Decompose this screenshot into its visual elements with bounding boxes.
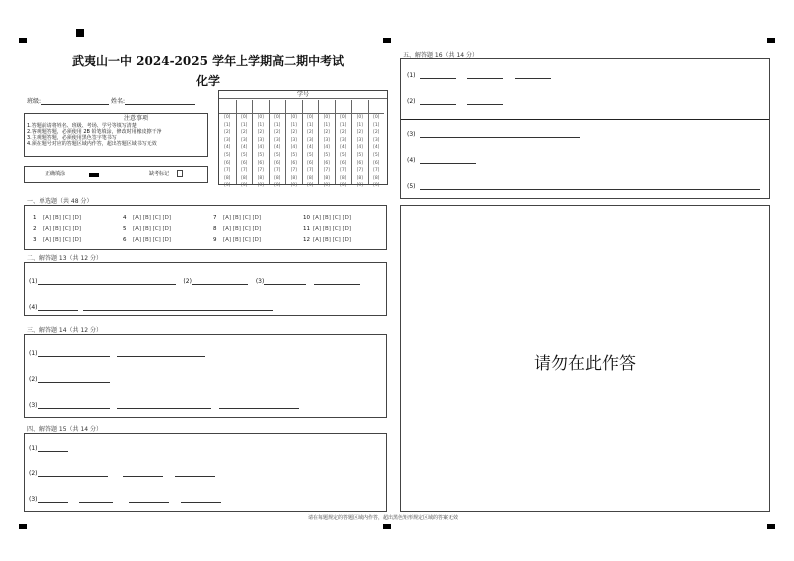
- id-bubble[interactable]: [9]: [274, 183, 281, 189]
- id-digit-box[interactable]: [303, 100, 319, 114]
- id-digit-column: [285, 100, 302, 189]
- footer-note: 请在每题规定的答题区域内作答，超出黑色矩形规定区域的答案无效: [308, 515, 459, 521]
- q13-part-label: (2): [183, 278, 192, 285]
- id-bubble[interactable]: [6]: [356, 160, 363, 166]
- id-bubble[interactable]: [4]: [373, 145, 380, 151]
- id-bubble[interactable]: [2]: [373, 130, 380, 136]
- mc-question-row: [213, 226, 261, 232]
- answer-line[interactable]: [192, 277, 248, 285]
- notice-line: 3.主观题答题，必须使用黑色签字笔书写: [27, 135, 117, 141]
- q13-section-title: 二、解答题 13（共 12 分）: [27, 255, 102, 262]
- id-bubble[interactable]: [6]: [373, 160, 380, 166]
- id-bubble[interactable]: [0]: [307, 115, 314, 120]
- class-field[interactable]: [27, 96, 195, 105]
- notice-line: 1.答题前请将姓名、班级、考场、学号等填写清楚: [27, 123, 137, 129]
- id-digit-column: [368, 100, 385, 189]
- id-digit-column: [269, 100, 286, 189]
- id-bubble[interactable]: [3]: [323, 137, 330, 143]
- mc-question-row: [303, 237, 351, 243]
- id-bubble[interactable]: [7]: [274, 168, 281, 174]
- id-digit-box[interactable]: [219, 100, 236, 114]
- id-bubble[interactable]: [8]: [274, 175, 281, 181]
- id-bubble[interactable]: [9]: [373, 183, 380, 189]
- id-digit-column: [351, 100, 368, 189]
- id-bubble[interactable]: [0]: [257, 115, 264, 120]
- id-bubble[interactable]: [3]: [224, 137, 231, 143]
- q13-answer-box[interactable]: [24, 262, 387, 316]
- answer-line[interactable]: [38, 349, 110, 357]
- answer-line[interactable]: [181, 495, 221, 503]
- mc-section-title: 一、单选题（共 48 分）: [27, 198, 93, 205]
- id-digit-column: [335, 100, 352, 189]
- id-digit-column: [236, 100, 253, 189]
- answer-line[interactable]: [38, 303, 78, 311]
- mc-question-number: 6: [123, 237, 127, 243]
- answer-line[interactable]: [420, 130, 580, 138]
- q15-answer-box[interactable]: [24, 433, 387, 512]
- id-bubble[interactable]: [2]: [323, 130, 330, 136]
- answer-line[interactable]: [467, 97, 503, 105]
- q14-part-label: (1): [29, 350, 38, 357]
- answer-line[interactable]: [420, 156, 476, 164]
- registration-mark: [19, 524, 27, 529]
- id-bubble[interactable]: [7]: [290, 168, 297, 174]
- answer-line[interactable]: [38, 277, 176, 285]
- id-bubble[interactable]: [9]: [356, 183, 363, 189]
- id-bubble[interactable]: [6]: [274, 160, 281, 166]
- mc-question-row: [123, 237, 171, 243]
- id-bubble[interactable]: [5]: [224, 152, 231, 158]
- id-bubble[interactable]: [4]: [340, 145, 347, 151]
- answer-line[interactable]: [123, 469, 163, 477]
- notice-line: 4.须在题号对应的答题区域内作答，超出答题区域书写无效: [27, 141, 157, 147]
- q13-part-label: (4): [29, 304, 38, 311]
- mc-question-number: 10: [303, 215, 310, 221]
- mc-question-row: [33, 237, 81, 243]
- id-bubble[interactable]: [5]: [340, 152, 347, 158]
- id-bubble[interactable]: [6]: [257, 160, 264, 166]
- id-bubble[interactable]: [6]: [241, 160, 248, 166]
- q14-part-label: (2): [29, 376, 38, 383]
- answer-line[interactable]: [38, 469, 108, 477]
- id-bubble[interactable]: [2]: [356, 130, 363, 136]
- id-digit-box[interactable]: [352, 100, 368, 114]
- id-bubble[interactable]: [5]: [323, 152, 330, 158]
- id-bubble[interactable]: [0]: [373, 115, 380, 120]
- filled-sample: [89, 173, 99, 177]
- mc-question-row: [303, 215, 351, 221]
- registration-mark: [383, 524, 391, 529]
- id-digit-box[interactable]: [237, 100, 253, 114]
- id-bubble[interactable]: [4]: [224, 145, 231, 151]
- answer-line[interactable]: [420, 97, 456, 105]
- mc-question-row: [123, 215, 171, 221]
- id-bubble[interactable]: [7]: [340, 168, 347, 174]
- id-digit-box[interactable]: [270, 100, 286, 114]
- id-bubble[interactable]: [2]: [274, 130, 281, 136]
- id-digit-box[interactable]: [253, 100, 269, 114]
- id-bubble[interactable]: [5]: [356, 152, 363, 158]
- q16-part-label: (3): [407, 131, 416, 138]
- id-digit-column: [302, 100, 319, 189]
- id-bubble[interactable]: [0]: [241, 115, 248, 120]
- id-bubble[interactable]: [0]: [340, 115, 347, 120]
- mc-question-number: 9: [213, 237, 217, 243]
- mc-option-bubbles[interactable]: [A] [B] [C] [D]: [133, 226, 172, 232]
- id-bubble[interactable]: [9]: [224, 183, 231, 189]
- id-bubble[interactable]: [3]: [274, 137, 281, 143]
- mc-question-number: 5: [123, 226, 127, 232]
- id-bubble[interactable]: [0]: [274, 115, 281, 120]
- q16-part-label: (1): [407, 72, 416, 79]
- id-bubble[interactable]: [4]: [274, 145, 281, 151]
- q15-part-label: (3): [29, 496, 38, 503]
- answer-line[interactable]: [79, 495, 113, 503]
- mc-question-number: 8: [213, 226, 217, 232]
- id-bubble[interactable]: [3]: [290, 137, 297, 143]
- id-bubble[interactable]: [7]: [257, 168, 264, 174]
- absent-mark-label: 缺考标记: [149, 171, 170, 177]
- answer-line[interactable]: [219, 401, 299, 409]
- id-bubble[interactable]: [2]: [340, 130, 347, 136]
- id-bubble[interactable]: [0]: [290, 115, 297, 120]
- id-bubble[interactable]: [4]: [241, 145, 248, 151]
- name-field[interactable]: [125, 97, 195, 105]
- mc-question-row: [123, 226, 171, 232]
- answer-line[interactable]: [38, 495, 68, 503]
- id-bubble[interactable]: [8]: [241, 175, 248, 181]
- mc-option-bubbles[interactable]: [A] [B] [C] [D]: [43, 215, 82, 221]
- id-bubble[interactable]: [7]: [224, 168, 231, 174]
- mc-option-bubbles[interactable]: [A] [B] [C] [D]: [43, 226, 82, 232]
- q13-part-label: (3): [255, 278, 265, 285]
- mc-question-number: 3: [33, 237, 37, 243]
- id-bubble[interactable]: [3]: [307, 137, 314, 143]
- q15-section-title: 四、解答题 15（共 14 分）: [27, 426, 102, 433]
- no-answer-text: 请勿在此作答: [534, 354, 636, 374]
- q13-part-label: (1): [29, 278, 38, 285]
- id-bubble[interactable]: [3]: [373, 137, 380, 143]
- mc-option-bubbles[interactable]: [A] [B] [C] [D]: [313, 215, 352, 221]
- id-bubble[interactable]: [8]: [290, 175, 297, 181]
- id-bubble[interactable]: [2]: [290, 130, 297, 136]
- mc-option-bubbles[interactable]: [A] [B] [C] [D]: [313, 226, 352, 232]
- answer-line[interactable]: [117, 349, 205, 357]
- id-digit-column: [252, 100, 269, 189]
- id-bubble[interactable]: [2]: [224, 130, 231, 136]
- notice-line: 2.客观题答题，必须使用 2B 铅笔填涂，修改时用橡皮擦干净: [27, 129, 162, 135]
- id-bubble[interactable]: [3]: [356, 137, 363, 143]
- id-columns: [219, 100, 387, 189]
- registration-mark: [76, 29, 84, 37]
- id-bubble[interactable]: [5]: [373, 152, 380, 158]
- id-bubble[interactable]: [6]: [340, 160, 347, 166]
- answer-line[interactable]: [129, 495, 169, 503]
- id-bubble[interactable]: [1]: [257, 122, 264, 128]
- id-bubble[interactable]: [3]: [257, 137, 264, 143]
- id-digit-column: [219, 100, 236, 189]
- answer-line[interactable]: [38, 444, 68, 452]
- answer-line[interactable]: [420, 71, 456, 79]
- notice-box: [24, 113, 208, 157]
- id-bubble[interactable]: [9]: [340, 183, 347, 189]
- mc-question-number: 7: [213, 215, 217, 221]
- mc-question-number: 12: [303, 237, 310, 243]
- q15-part-label: (2): [29, 470, 38, 477]
- id-bubble[interactable]: [4]: [290, 145, 297, 151]
- id-bubble[interactable]: [1]: [274, 122, 281, 128]
- mc-option-bubbles[interactable]: [A] [B] [C] [D]: [223, 215, 262, 221]
- id-bubble[interactable]: [5]: [241, 152, 248, 158]
- name-label: 姓名:: [110, 98, 125, 105]
- notice-title: 注意事项: [123, 115, 148, 122]
- id-bubble[interactable]: [1]: [290, 122, 297, 128]
- id-digit-box[interactable]: [336, 100, 352, 114]
- id-bubble[interactable]: [1]: [323, 122, 330, 128]
- id-bubble[interactable]: [6]: [323, 160, 330, 166]
- id-digit-box[interactable]: [319, 100, 335, 114]
- id-bubble[interactable]: [5]: [257, 152, 264, 158]
- id-bubble[interactable]: [8]: [373, 175, 380, 181]
- class-label: 班级:: [27, 98, 42, 105]
- id-bubble[interactable]: [8]: [224, 175, 231, 181]
- answer-line[interactable]: [38, 401, 110, 409]
- id-digit-box[interactable]: [286, 100, 302, 114]
- id-bubble[interactable]: [8]: [340, 175, 347, 181]
- id-bubble[interactable]: [8]: [323, 175, 330, 181]
- id-bubble[interactable]: [3]: [340, 137, 347, 143]
- mc-option-bubbles[interactable]: [A] [B] [C] [D]: [133, 215, 172, 221]
- id-bubble[interactable]: [1]: [307, 122, 314, 128]
- id-bubble[interactable]: [1]: [241, 122, 248, 128]
- id-bubble[interactable]: [6]: [307, 160, 314, 166]
- registration-mark: [767, 524, 775, 529]
- id-bubble[interactable]: [7]: [307, 168, 314, 174]
- id-bubble[interactable]: [9]: [323, 183, 330, 189]
- id-bubble[interactable]: [5]: [290, 152, 297, 158]
- mc-question-row: [33, 215, 81, 221]
- id-bubble[interactable]: [1]: [224, 122, 231, 128]
- id-bubble[interactable]: [0]: [224, 115, 231, 120]
- id-bubble[interactable]: [7]: [356, 168, 363, 174]
- q14-section-title: 三、解答题 14（共 12 分）: [27, 327, 102, 334]
- id-bubble[interactable]: [2]: [241, 130, 248, 136]
- mc-question-row: [213, 237, 261, 243]
- q15-part-label: (1): [29, 445, 38, 452]
- mc-question-number: 11: [303, 226, 310, 232]
- q16-part-label: (2): [407, 98, 416, 105]
- id-bubble[interactable]: [7]: [373, 168, 380, 174]
- id-bubble[interactable]: [4]: [356, 145, 363, 151]
- mc-question-number: 4: [123, 215, 127, 221]
- id-bubble[interactable]: [8]: [257, 175, 264, 181]
- id-bubble[interactable]: [6]: [224, 160, 231, 166]
- id-bubble[interactable]: [0]: [323, 115, 330, 120]
- q14-part-label: (3): [29, 402, 38, 409]
- id-bubble[interactable]: [2]: [257, 130, 264, 136]
- id-bubble[interactable]: [5]: [307, 152, 314, 158]
- divider: [401, 119, 769, 120]
- q14-answer-box[interactable]: [24, 334, 387, 418]
- mc-question-row: [213, 215, 261, 221]
- id-bubble[interactable]: [6]: [290, 160, 297, 166]
- student-id-label: 学号: [219, 91, 387, 99]
- answer-line[interactable]: [314, 277, 360, 285]
- id-bubble[interactable]: [5]: [274, 152, 281, 158]
- correct-fill-label: 正确填涂: [45, 171, 66, 177]
- mc-option-bubbles[interactable]: [A] [B] [C] [D]: [223, 237, 262, 243]
- mc-answer-box: [24, 205, 387, 250]
- answer-line[interactable]: [38, 375, 110, 383]
- mc-question-number: 2: [33, 226, 37, 232]
- id-bubble[interactable]: [1]: [373, 122, 380, 128]
- registration-mark: [767, 38, 775, 43]
- id-bubble[interactable]: [3]: [241, 137, 248, 143]
- id-digit-box[interactable]: [369, 100, 385, 114]
- id-bubble[interactable]: [1]: [340, 122, 347, 128]
- answer-line[interactable]: [515, 71, 551, 79]
- fill-example-box: [24, 166, 208, 183]
- exam-title: 武夷山一中 2024-2025 学年上学期高二期中考试: [72, 54, 345, 68]
- id-bubble[interactable]: [7]: [323, 168, 330, 174]
- id-bubble[interactable]: [7]: [241, 168, 248, 174]
- student-id-grid: [218, 90, 388, 189]
- no-answer-zone: [400, 205, 770, 512]
- answer-line[interactable]: [175, 469, 215, 477]
- registration-mark: [383, 38, 391, 43]
- id-bubble[interactable]: [4]: [323, 145, 330, 151]
- id-bubble[interactable]: [2]: [307, 130, 314, 136]
- id-bubble[interactable]: [4]: [307, 145, 314, 151]
- answer-line[interactable]: [117, 401, 211, 409]
- mc-question-number: 1: [33, 215, 37, 221]
- registration-mark: [19, 38, 27, 43]
- id-bubble[interactable]: [8]: [356, 175, 363, 181]
- id-bubble[interactable]: [0]: [356, 115, 363, 120]
- answer-line[interactable]: [467, 71, 503, 79]
- mc-option-bubbles[interactable]: [A] [B] [C] [D]: [43, 237, 82, 243]
- mc-question-row: [303, 226, 351, 232]
- q16-section-title: 五、解答题 16（共 14 分）: [403, 52, 478, 59]
- id-bubble[interactable]: [9]: [307, 183, 314, 189]
- id-bubble[interactable]: [1]: [356, 122, 363, 128]
- id-bubble[interactable]: [4]: [257, 145, 264, 151]
- id-digit-column: [318, 100, 335, 189]
- id-bubble[interactable]: [9]: [257, 183, 264, 189]
- q16-part-label: (5): [407, 183, 416, 190]
- id-bubble[interactable]: [9]: [290, 183, 297, 189]
- mc-option-bubbles[interactable]: [A] [B] [C] [D]: [133, 237, 172, 243]
- answer-line[interactable]: [264, 277, 306, 285]
- mc-question-row: [33, 226, 81, 232]
- answer-line[interactable]: [420, 182, 760, 190]
- q16-answer-box[interactable]: [400, 58, 770, 199]
- id-bubble[interactable]: [8]: [307, 175, 314, 181]
- mc-option-bubbles[interactable]: [A] [B] [C] [D]: [313, 237, 352, 243]
- id-bubble[interactable]: [9]: [241, 183, 248, 189]
- answer-line[interactable]: [83, 303, 273, 311]
- mc-option-bubbles[interactable]: [A] [B] [C] [D]: [223, 226, 262, 232]
- subject-title: 化学: [196, 74, 221, 88]
- q16-part-label: (4): [407, 157, 416, 164]
- absent-checkbox[interactable]: [177, 170, 183, 177]
